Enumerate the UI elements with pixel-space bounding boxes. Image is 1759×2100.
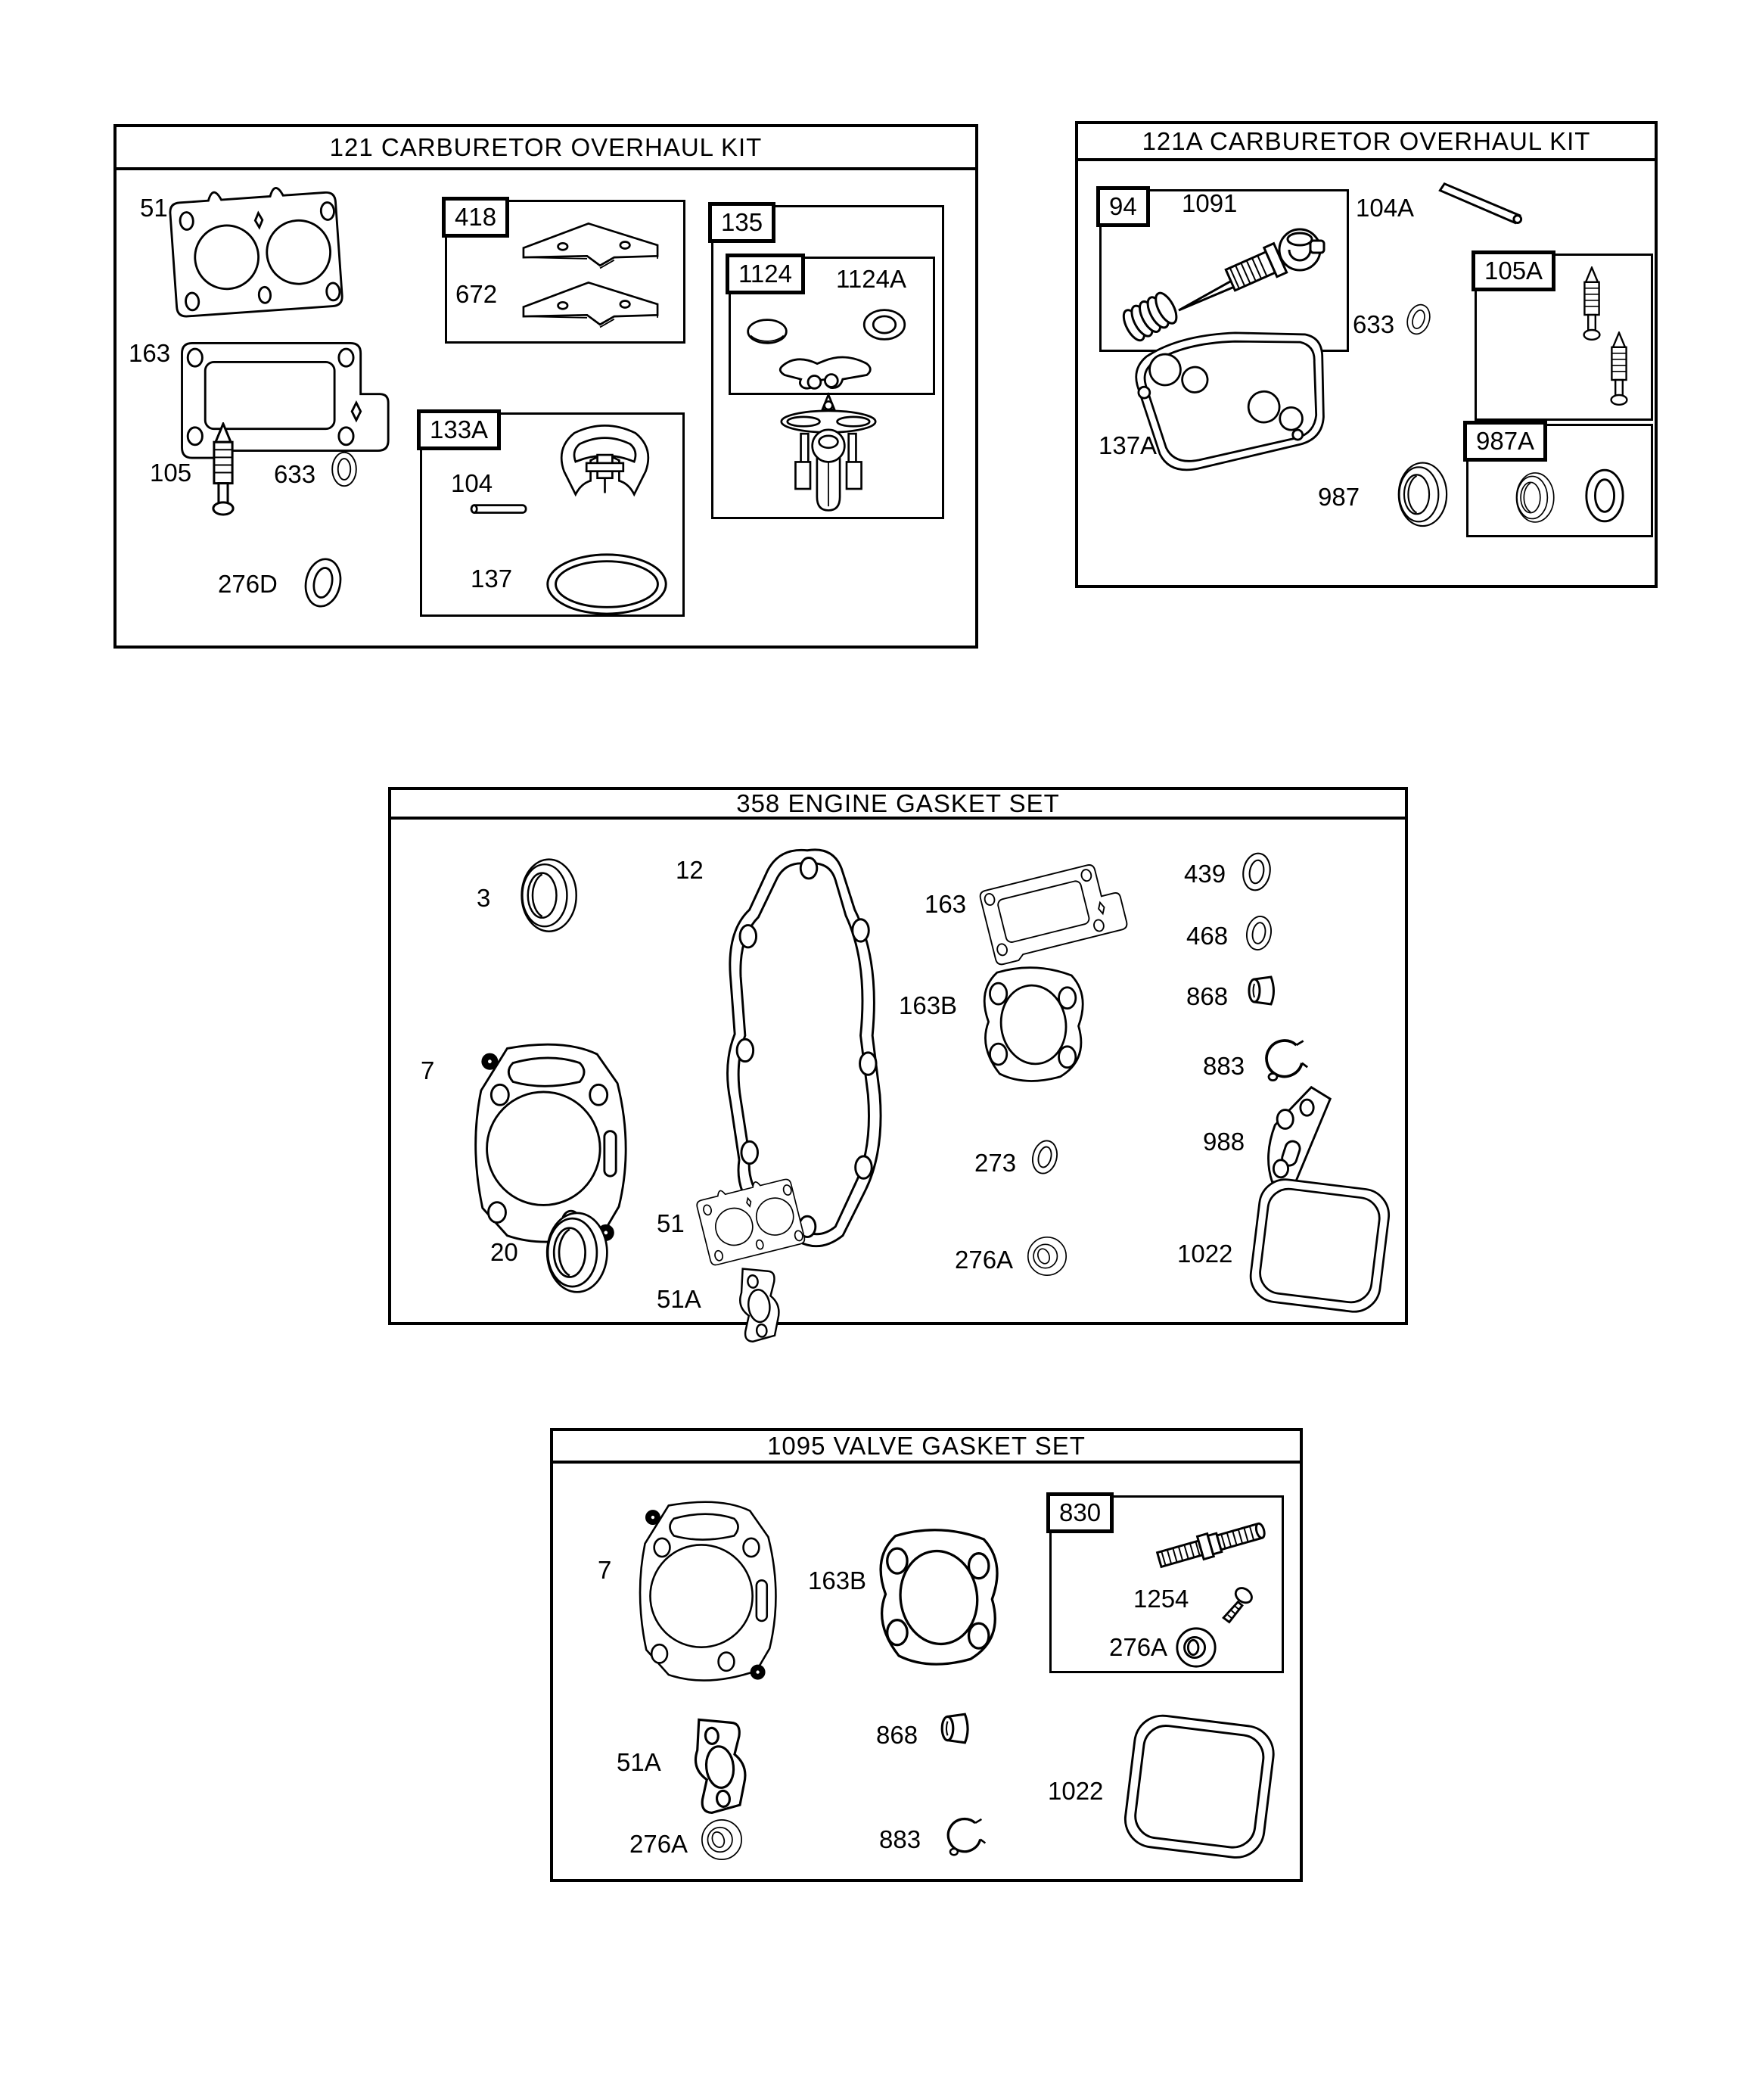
valve-cover-gasket-1022-drawing-b4 (1118, 1710, 1283, 1866)
part-label-163-b3: 163 (925, 890, 967, 918)
needle-valve-105-drawing (203, 422, 244, 518)
gasket-ring-1124a-drawing (861, 306, 908, 343)
part-label-137: 137 (471, 565, 513, 593)
diaphragm-1124-drawing (745, 316, 789, 347)
part-label-468: 468 (1186, 922, 1229, 950)
part-label-104: 104 (451, 469, 493, 497)
manifold-gasket-51-drawing (163, 176, 358, 327)
part-label-3: 3 (477, 884, 491, 912)
kit-121a-title: 121A CARBURETOR OVERHAUL KIT (1078, 124, 1655, 161)
exhaust-gasket-51a-drawing-b4 (679, 1712, 752, 1819)
bowl-o-ring-137-drawing (542, 551, 672, 618)
part-label-439: 439 (1184, 860, 1226, 888)
seat-ring-633-drawing (330, 448, 359, 490)
part-label-633: 633 (274, 460, 316, 488)
part-label-51a-b4: 51A (617, 1748, 661, 1776)
part-label-51a-b3: 51A (657, 1285, 701, 1313)
part-label-105a: 105A (1472, 250, 1555, 291)
part-label-987: 987 (1318, 483, 1360, 511)
kit-1095-title: 1095 VALVE GASKET SET (553, 1431, 1300, 1464)
part-label-868-b4: 868 (876, 1721, 918, 1749)
oil-seal-20-drawing (542, 1208, 610, 1299)
diaphragm-plate-418-drawing (513, 219, 668, 284)
valve-cover-gasket-1022-drawing (1241, 1174, 1401, 1320)
oil-seal-987a-drawing-2 (1583, 463, 1627, 528)
part-label-137a: 137A (1099, 431, 1158, 459)
part-label-20: 20 (490, 1238, 518, 1266)
float-133a-drawing (554, 418, 656, 507)
pump-gasket-1124-drawing (773, 348, 875, 392)
carb-gasket-163b-drawing (974, 961, 1094, 1088)
stud-830-drawing (1148, 1509, 1276, 1576)
grommet-276a-drawing-b4 (700, 1816, 744, 1863)
needle-valve-105a-drawing-2 (1602, 331, 1636, 407)
part-label-868-b3: 868 (1186, 982, 1229, 1010)
manifold-gasket-51-drawing-b3 (688, 1162, 817, 1277)
part-label-1091: 1091 (1182, 189, 1238, 217)
exhaust-gasket-51a-drawing (728, 1262, 784, 1347)
part-label-135: 135 (708, 202, 775, 243)
grommet-276a-drawing (1026, 1234, 1068, 1279)
kit-358-title: 358 ENGINE GASKET SET (391, 790, 1405, 820)
part-label-133a: 133A (417, 409, 501, 450)
part-label-830: 830 (1046, 1492, 1114, 1533)
part-label-276a-830: 276A (1109, 1633, 1168, 1661)
carb-gasket-163b-drawing-b4 (869, 1523, 1011, 1672)
part-label-51: 51 (140, 194, 168, 222)
part-label-163: 163 (129, 339, 171, 367)
breather-tube-868-drawing-b4 (938, 1712, 976, 1745)
part-label-883-b4: 883 (879, 1825, 921, 1853)
part-label-418: 418 (442, 197, 509, 238)
part-label-1124: 1124 (726, 254, 805, 294)
fuel-pump-assembly-135-drawing (768, 392, 889, 513)
part-label-988: 988 (1203, 1128, 1245, 1156)
washer-276a-drawing (1174, 1626, 1218, 1669)
part-label-633a: 633 (1353, 310, 1395, 338)
part-label-1022-b3: 1022 (1177, 1240, 1233, 1268)
clip-883-drawing-b4 (943, 1813, 987, 1862)
part-label-163b-b3: 163B (899, 991, 958, 1019)
part-label-276a-b3: 276A (955, 1246, 1014, 1274)
oil-seal-987a-drawing-1 (1513, 468, 1555, 528)
part-label-94: 94 (1096, 186, 1150, 227)
float-pin-104-drawing (466, 502, 533, 516)
oil-seal-987-drawing (1394, 459, 1449, 531)
part-label-7-b4: 7 (598, 1556, 612, 1584)
part-label-1254: 1254 (1133, 1585, 1189, 1613)
oil-seal-3-drawing (517, 852, 579, 940)
part-label-51-b3: 51 (657, 1209, 685, 1237)
part-label-105: 105 (150, 459, 192, 487)
kit-121-title: 121 CARBURETOR OVERHAUL KIT (117, 127, 975, 170)
part-label-987a: 987A (1463, 421, 1547, 462)
part-label-276d: 276D (218, 570, 278, 598)
part-label-163b-b4: 163B (808, 1566, 867, 1594)
part-label-883-b3: 883 (1203, 1052, 1245, 1080)
part-label-104a: 104A (1356, 194, 1415, 222)
diaphragm-plate-672-drawing (513, 278, 668, 343)
head-gasket-7-drawing-b4 (628, 1485, 785, 1698)
breather-tube-868-drawing (1245, 975, 1282, 1006)
clip-883-drawing (1260, 1035, 1309, 1087)
part-label-273: 273 (974, 1149, 1017, 1177)
part-label-1124a: 1124A (836, 265, 906, 293)
part-label-672: 672 (455, 280, 498, 308)
part-label-1022-b4: 1022 (1048, 1777, 1104, 1805)
part-label-12: 12 (676, 856, 704, 884)
part-label-7: 7 (421, 1056, 435, 1084)
needle-valve-105a-drawing-1 (1575, 266, 1608, 342)
part-label-276a-b4: 276A (629, 1830, 688, 1858)
float-pin-104a-drawing (1432, 179, 1529, 238)
screw-1254-drawing (1210, 1583, 1257, 1630)
